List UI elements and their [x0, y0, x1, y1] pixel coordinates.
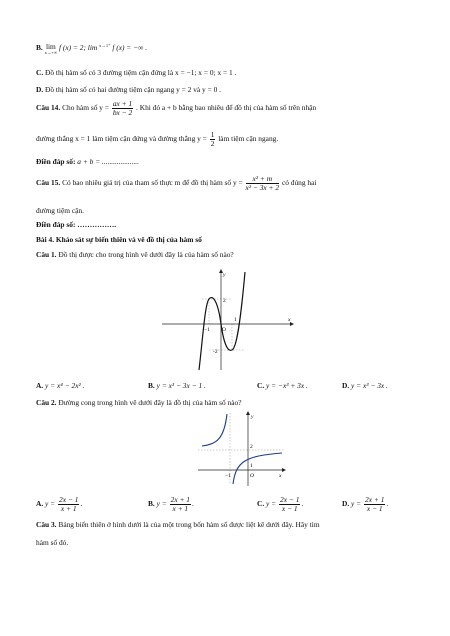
- y-axis-label: y: [251, 414, 254, 420]
- option-text: y = x³ − 3x − 1 .: [156, 381, 206, 390]
- option-label: C.: [257, 499, 265, 509]
- c1-option-a[interactable]: [36, 381, 84, 390]
- option-label: D.: [342, 499, 350, 509]
- question-text: Đồ thị được cho trong hình vẽ dưới đây là của hàm số nào?: [58, 250, 234, 259]
- option-text: y = x³ − 3x .: [351, 381, 388, 390]
- option-text: y =: [45, 499, 56, 509]
- answer-15: [36, 220, 116, 229]
- answer-label: Điền đáp số:: [36, 157, 76, 166]
- question-label: Câu 14.: [36, 103, 61, 113]
- tick-label-2: 2: [223, 298, 226, 304]
- fraction: [364, 496, 385, 513]
- question-14-line-2: [36, 131, 278, 148]
- option-text: y =: [351, 499, 362, 509]
- numerator: 2x − 1: [280, 495, 300, 504]
- c1-option-d[interactable]: [342, 381, 388, 390]
- fraction: [58, 496, 79, 513]
- option-label: A.: [36, 499, 44, 509]
- c2-option-d[interactable]: D. y = $\frac{2x + 1}{x - 1}$ .: [342, 495, 389, 513]
- limit-1: [45, 43, 58, 55]
- question-label: Câu 3.: [36, 520, 57, 529]
- denominator: x − 1: [281, 504, 298, 513]
- statement-c-text: Đồ thị hàm số có 3 đường tiệm cận đứng là x = −1; x = 0; x = 1 .: [45, 68, 237, 77]
- c1-option-c[interactable]: [257, 381, 308, 390]
- question-label: Câu 1.: [36, 250, 57, 259]
- lim-sub-2: x→1⁺: [99, 43, 111, 48]
- answer-label: Điền đáp số:: [36, 220, 76, 229]
- tick-label-minus-2: -2: [213, 349, 218, 355]
- option-text: y = x⁴ − 2x² .: [45, 381, 85, 390]
- question-text: Bảng biến thiên ở hình dưới là của một trong bốn hàm số được liệt kê dưới đây. Hãy tìm: [58, 520, 320, 529]
- question-15-line-2: [36, 206, 84, 215]
- numerator: 2x − 1: [59, 495, 79, 504]
- tick-label-minus-1: −1: [204, 327, 210, 333]
- y-axis-label: y: [223, 272, 226, 278]
- tick-label-1: 1: [234, 317, 237, 323]
- question-15: [36, 175, 316, 192]
- fraction: [112, 100, 133, 117]
- question-text-2: . Khi đó a + b bằng bao nhiêu để đồ thị của hàm số trên nhận: [136, 103, 317, 113]
- option-label: B.: [148, 381, 155, 390]
- fraction-half: [210, 131, 216, 148]
- question-c1: [36, 250, 234, 259]
- denominator: x + 1: [60, 504, 77, 513]
- answer-blank: …………….: [77, 220, 117, 229]
- question-c3: [36, 520, 320, 529]
- option-label: D.: [36, 85, 44, 94]
- x-axis-label: x: [288, 317, 291, 323]
- numerator: 2x + 1: [170, 495, 190, 504]
- answer-blank: a + b = ....................: [77, 157, 140, 166]
- hyperbola-graph: [196, 410, 286, 488]
- numerator: x² + m: [246, 175, 280, 184]
- denominator: x − 1: [366, 504, 383, 513]
- question-text: Có bao nhiêu giá trị của tham số thực m để đồ thị hàm số y =: [62, 178, 243, 188]
- question-text-4: làm tiệm cận ngang.: [218, 134, 279, 144]
- statement-d: [36, 85, 221, 94]
- numerator: 2x + 1: [365, 495, 385, 504]
- c1-option-b[interactable]: [148, 381, 206, 390]
- option-text: y =: [266, 499, 277, 509]
- option-label: C.: [36, 68, 44, 77]
- option-label: C.: [257, 381, 265, 390]
- question-label: Câu 15.: [36, 178, 61, 188]
- statement-b: [36, 43, 147, 55]
- numerator: ax + 1: [112, 99, 133, 108]
- question-text-3: đường tiệm cận.: [36, 206, 84, 215]
- option-label: A.: [36, 381, 44, 390]
- denominator: 2: [210, 139, 215, 148]
- fraction: [170, 496, 191, 513]
- cubic-curve: [199, 272, 245, 370]
- lim-sub: x→+∞: [44, 50, 58, 55]
- statement-b-text-2: f (x) = −∞ .: [112, 43, 148, 52]
- question-c2: [36, 398, 242, 407]
- cubic-graph: [150, 266, 300, 372]
- statement-b-text-1: f (x) = 2; lim: [59, 43, 98, 52]
- c2-option-a[interactable]: A. y = $\frac{2x - 1}{x + 1}$ .: [36, 495, 83, 513]
- hyperbola-right-branch: [233, 453, 282, 484]
- tick-label-2: 2: [250, 444, 253, 450]
- option-label: B.: [148, 499, 155, 509]
- origin-label: O: [250, 473, 254, 479]
- question-14: [36, 100, 316, 117]
- denominator: x + 1: [172, 504, 189, 513]
- origin-label: O: [222, 327, 226, 333]
- tick-label-1: 1: [250, 463, 253, 469]
- question-text-2: hàm số đó.: [36, 538, 69, 547]
- denominator: x² − 3x + 2: [245, 183, 280, 192]
- statement-d-text: Đồ thị hàm số có hai đường tiệm cận ngang y = 2 và y = 0 .: [45, 85, 221, 94]
- fraction: [246, 175, 280, 192]
- hyperbola-left-branch: [202, 414, 227, 446]
- c2-option-c[interactable]: C. y = $\frac{2x - 1}{x - 1}$ .: [257, 495, 304, 513]
- option-text: y = −x³ + 3x .: [266, 381, 308, 390]
- option-text: y =: [156, 499, 167, 509]
- option-label: B.: [36, 43, 43, 52]
- c2-option-b[interactable]: B. y = $\frac{2x + 1}{x + 1}$ .: [148, 495, 194, 513]
- tick-label-minus-1: −1: [225, 473, 231, 479]
- x-axis-label: x: [279, 473, 282, 479]
- question-label: Câu 2.: [36, 398, 57, 407]
- question-text: Đường cong trong hình vẽ dưới đây là đồ thị của hàm số nào?: [58, 398, 242, 407]
- option-label: D.: [342, 381, 350, 390]
- limit-2: [99, 43, 110, 48]
- answer-14: [36, 157, 139, 166]
- question-c3-line-2: [36, 538, 68, 547]
- fraction: [279, 496, 300, 513]
- section-heading: Bài 4. Khảo sát sự biến thiên và vẽ đồ thị của hàm số: [36, 235, 202, 244]
- denominator: bx − 2: [112, 108, 133, 117]
- numerator: 1: [210, 130, 215, 139]
- question-text: Cho hàm số y =: [62, 103, 109, 113]
- statement-c: [36, 68, 236, 77]
- lim-text: lim: [45, 42, 56, 51]
- question-text-2: có đúng hai: [281, 178, 317, 188]
- question-text-3: đường thẳng x = 1 làm tiệm cận đứng và đường thẳng y =: [36, 134, 207, 144]
